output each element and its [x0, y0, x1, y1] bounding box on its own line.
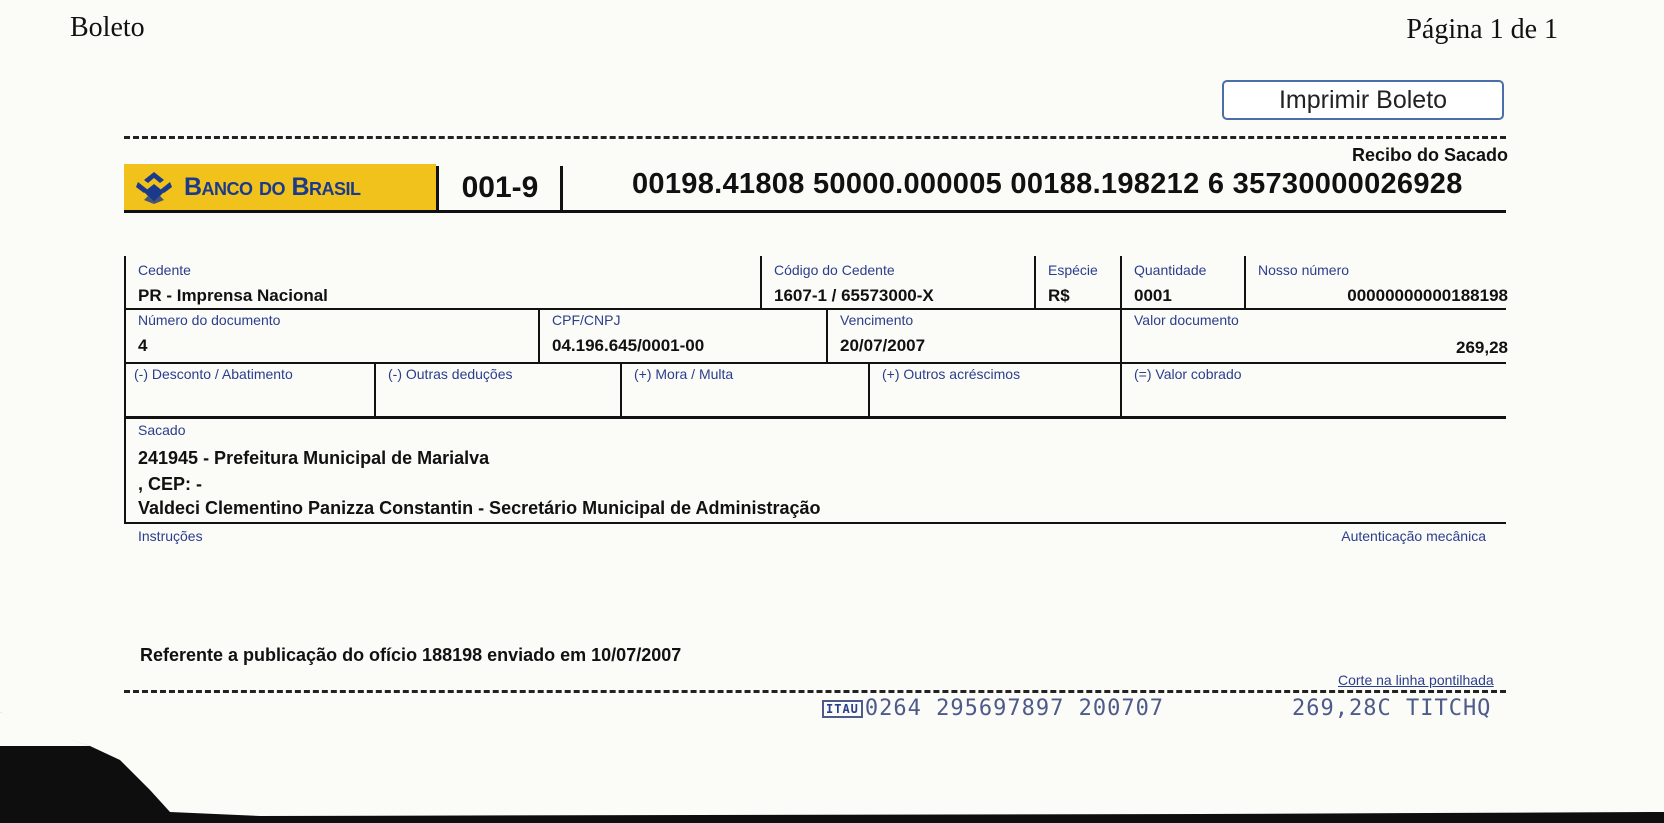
sacado-left-border: [124, 418, 126, 524]
code-divider: [560, 166, 563, 210]
quantidade-label: Quantidade: [1134, 262, 1207, 278]
row1-rule: [124, 308, 1506, 310]
page-title: Boleto: [70, 12, 145, 43]
row2-divider-b: [826, 310, 828, 362]
stamp-bank-box: ITAU: [822, 700, 863, 718]
codigo-cedente-value: 1607-1 / 65573000-X: [774, 286, 934, 305]
especie-label: Espécie: [1048, 262, 1098, 278]
vencimento-label: Vencimento: [840, 312, 914, 328]
table-left-border: [124, 256, 126, 416]
bank-name: Banco do Brasil: [184, 172, 361, 201]
row3-divider-c: [868, 364, 870, 416]
nosso-numero-label: Nosso número: [1258, 262, 1350, 278]
sacado-rule: [124, 522, 1506, 524]
sacado-line2: , CEP: -: [138, 474, 203, 494]
numero-documento-value: 4: [138, 336, 148, 355]
header-rule: [124, 210, 1506, 213]
print-boleto-button[interactable]: Imprimir Boleto: [1222, 80, 1504, 120]
cpf-cnpj-label: CPF/CNPJ: [552, 312, 621, 328]
vencimento-value: 20/07/2007: [840, 336, 926, 355]
outros-acrescimos-label: (+) Outros acréscimos: [882, 366, 1021, 382]
row3-rule: [124, 416, 1506, 419]
cedente-label: Cedente: [138, 262, 191, 278]
valor-cobrado-label: (=) Valor cobrado: [1134, 366, 1242, 382]
instrucoes-label: Instruções: [138, 528, 203, 544]
row2-rule: [124, 362, 1506, 364]
outras-deducoes-label: (-) Outras deduções: [388, 366, 513, 382]
reference-text: Referente a publicação do ofício 188198 enviado em 10/07/2007: [140, 645, 682, 665]
row2-divider-a: [538, 310, 540, 362]
stamp-code: 0264 295697897 200707: [864, 696, 1165, 721]
sacado-line1: 241945 - Prefeitura Municipal de Marialva: [138, 448, 490, 468]
page-number: Página 1 de 1: [1406, 14, 1558, 45]
row-divider-c: [1120, 256, 1122, 416]
codigo-cedente-label: Código do Cedente: [774, 262, 895, 278]
row1-divider-b: [1034, 256, 1036, 308]
bank-logo: [124, 164, 436, 210]
row3-divider-a: [374, 364, 376, 416]
especie-value: R$: [1048, 286, 1070, 305]
recibo-label: Recibo do Sacado: [1351, 145, 1508, 165]
cedente-value: PR - Imprensa Nacional: [138, 286, 328, 305]
autenticacao-label: Autenticação mecânica: [1341, 528, 1486, 544]
valor-documento-label: Valor documento: [1134, 312, 1239, 328]
quantidade-value: 0001: [1134, 286, 1172, 305]
row1-divider-a: [760, 256, 762, 308]
corte-label: Corte na linha pontilhada: [1338, 672, 1494, 688]
banco-do-brasil-icon: [134, 170, 174, 204]
cut-line-top: [124, 136, 1506, 139]
row3-divider-b: [620, 364, 622, 416]
valor-documento-value: 269,28: [1456, 338, 1508, 357]
desconto-label: (-) Desconto / Abatimento: [134, 366, 293, 382]
numero-documento-label: Número do documento: [138, 312, 281, 328]
mora-multa-label: (+) Mora / Multa: [634, 366, 734, 382]
stamp-value: 269,28C TITCHQ: [1292, 696, 1492, 721]
bank-code: 001-9: [461, 171, 539, 204]
cut-line-bottom: [124, 690, 1506, 693]
digitable-line: 00198.41808 50000.000005 00188.198212 6 35730000026928: [632, 168, 1463, 200]
row1-divider-d: [1244, 256, 1246, 308]
cpf-cnpj-value: 04.196.645/0001-00: [552, 336, 705, 355]
sacado-label: Sacado: [138, 422, 186, 438]
torn-edge-shadow: [0, 700, 1664, 823]
sacado-line3: Valdeci Clementino Panizza Constantin - Secretário Municipal de Administração: [138, 498, 821, 518]
nosso-numero-value: 00000000000188198: [1347, 286, 1508, 305]
